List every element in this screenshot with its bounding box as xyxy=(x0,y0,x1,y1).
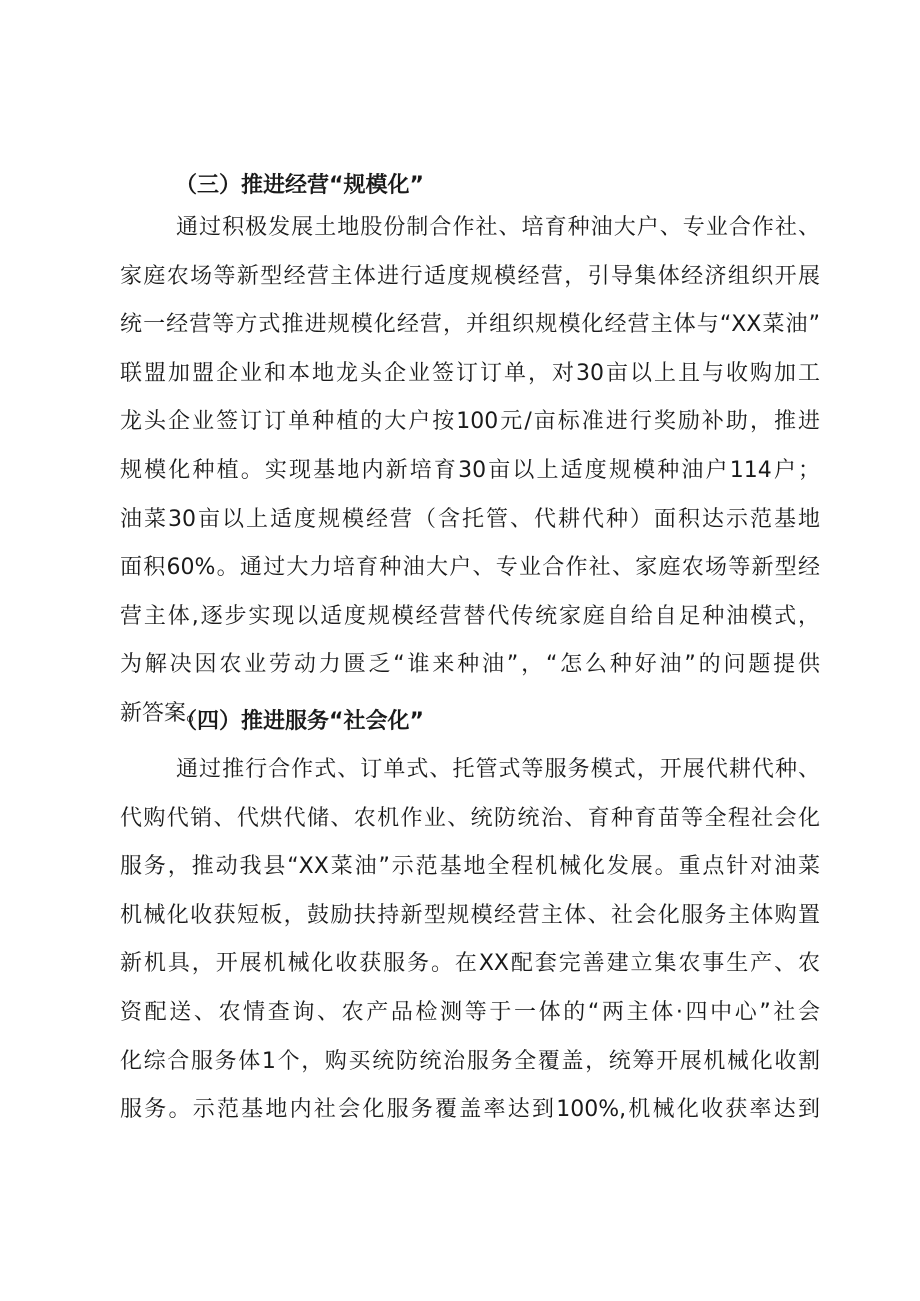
text-line: 化综合服务体1个，购买统防统治服务全覆盖，统筹开展机械化收割 xyxy=(120,1048,820,1074)
text-line: 面积60%。通过大力培育种油大户、专业合作社、家庭农场等新型经 xyxy=(120,555,820,581)
text-line: 服务，推动我县“XX菜油”示范基地全程机械化发展。重点针对油菜 xyxy=(120,854,820,880)
section-3-heading: （三）推进经营“规模化” xyxy=(175,173,424,198)
text-line: 服务。示范基地内社会化服务覆盖率达到100%,机械化收获率达到 xyxy=(120,1097,820,1123)
text-line: 营主体,逐步实现以适度规模经营替代传统家庭自给自足种油模式， xyxy=(120,603,820,629)
text-line: 新答案。 xyxy=(120,700,209,726)
text-line: 通过推行合作式、订单式、托管式等服务模式，开展代耕代种、 xyxy=(176,757,820,782)
text-line: 为解决因农业劳动力匮乏“谁来种油”，“怎么种好油”的问题提供 xyxy=(120,652,820,678)
text-line: 联盟加盟企业和本地龙头企业签订订单，对30亩以上且与收购加工 xyxy=(120,360,820,386)
text-line: 规模化种植。实现基地内新培育30亩以上适度规模种油户114户； xyxy=(120,457,820,483)
text-line: 龙头企业签订订单种植的大户按100元/亩标准进行奖励补助，推进 xyxy=(120,409,820,435)
section-4-body xyxy=(120,746,820,1135)
text-line: 代购代销、代烘代储、农机作业、统防统治、育种育苗等全程社会化 xyxy=(120,805,820,831)
text-line: 机械化收获短板，鼓励扶持新型规模经营主体、社会化服务主体购置 xyxy=(120,902,820,928)
text-line: 家庭农场等新型经营主体进行适度规模经营，引导集体经济组织开展 xyxy=(120,263,820,289)
text-line: 资配送、农情查询、农产品检测等于一体的“两主体·四中心”社会 xyxy=(120,999,820,1025)
section-4-heading: （四）推进服务“社会化” xyxy=(175,709,424,734)
text-line: 油菜30亩以上适度规模经营（含托管、代耕代种）面积达示范基地 xyxy=(120,506,820,532)
section-3-body xyxy=(120,204,820,739)
text-line: 统一经营等方式推进规模化经营，并组织规模化经营主体与“XX菜油” xyxy=(120,312,820,338)
text-line: 新机具，开展机械化收获服务。在XX配套完善建立集农事生产、农 xyxy=(120,951,820,977)
text-line: 通过积极发展土地股份制合作社、培育种油大户、专业合作社、 xyxy=(176,215,820,240)
